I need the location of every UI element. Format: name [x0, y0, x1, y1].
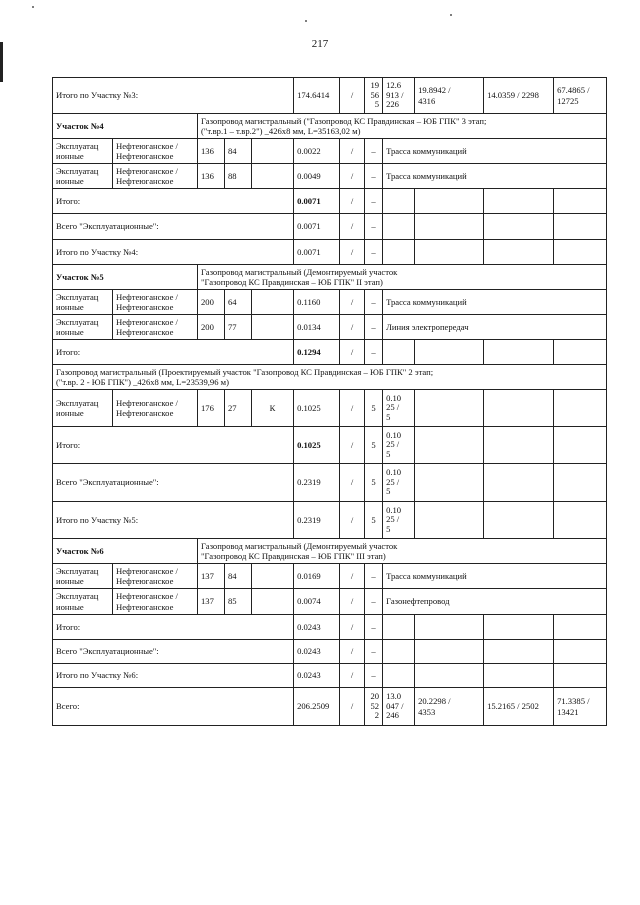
count-value: 5	[365, 390, 383, 427]
quarter-number: 200	[198, 315, 225, 340]
empty-cell	[415, 615, 484, 640]
row-label: Всего "Эксплуатационные":	[53, 640, 294, 664]
empty-cell	[554, 502, 607, 539]
count-value: 5	[365, 502, 383, 539]
empty-cell	[252, 315, 294, 340]
empty-cell	[554, 240, 607, 265]
section-description: Газопровод магистральный (Демонтируемый участок "Газопровод КС Правдинская – ЮБ ГПК" III этап)	[198, 539, 607, 564]
forest-plots-table	[52, 77, 607, 726]
slash-mark: /	[340, 240, 365, 265]
empty-cell	[554, 214, 607, 240]
table-row	[53, 290, 607, 315]
empty-cell	[484, 615, 554, 640]
slash-mark: /	[340, 502, 365, 539]
empty-cell	[252, 164, 294, 189]
table-row	[53, 315, 607, 340]
empty-cell	[554, 427, 607, 464]
section-description: Газопровод магистральный ("Газопровод КС Правдинская – ЮБ ГПК" 3 этап; ("т.вр.1 – т.вр.2") _426х8 мм, L=35163,02 м)	[198, 114, 607, 139]
row-label: Итого по Участку №5:	[53, 502, 294, 539]
allotment-number: 84	[225, 564, 252, 589]
empty-cell	[383, 664, 415, 688]
empty-cell	[415, 189, 484, 214]
empty-cell	[383, 189, 415, 214]
slash-mark: /	[340, 78, 365, 114]
dash-mark: –	[365, 164, 383, 189]
empty-cell	[554, 390, 607, 427]
land-category: Эксплуатац ионные	[53, 139, 113, 164]
land-category: Эксплуатац ионные	[53, 315, 113, 340]
empty-cell	[383, 615, 415, 640]
dash-mark: –	[365, 315, 383, 340]
slash-mark: /	[340, 315, 365, 340]
purpose-text: Трасса коммуникаций	[383, 564, 607, 589]
value-cell: 15.2165 / 2502	[484, 688, 554, 726]
table-row	[53, 664, 607, 688]
count-value: 19 56 5	[365, 78, 383, 114]
grand-total-row	[53, 688, 607, 726]
value-cell: 0.10 25 / 5	[383, 390, 415, 427]
table-row	[53, 78, 607, 114]
empty-cell	[252, 290, 294, 315]
category-code: К	[252, 390, 294, 427]
slash-mark: /	[340, 164, 365, 189]
count-value: 5	[365, 464, 383, 502]
section-header-row	[53, 114, 607, 139]
area-value: 206.2509	[294, 688, 340, 726]
area-value: 0.0134	[294, 315, 340, 340]
slash-mark: /	[340, 139, 365, 164]
empty-cell	[383, 240, 415, 265]
dash-mark: –	[365, 340, 383, 365]
empty-cell	[484, 502, 554, 539]
area-value: 0.0022	[294, 139, 340, 164]
dash-mark: –	[365, 214, 383, 240]
dash-mark: –	[365, 640, 383, 664]
section-label: Участок №5	[53, 265, 198, 290]
dash-mark: –	[365, 240, 383, 265]
table-row	[53, 589, 607, 615]
land-category: Эксплуатац ионные	[53, 564, 113, 589]
area-value: 174.6414	[294, 78, 340, 114]
empty-cell	[415, 390, 484, 427]
empty-cell	[383, 214, 415, 240]
empty-cell	[484, 189, 554, 214]
area-value: 0.2319	[294, 464, 340, 502]
dash-mark: –	[365, 564, 383, 589]
slash-mark: /	[340, 214, 365, 240]
quarter-number: 200	[198, 290, 225, 315]
row-label: Итого по Участку №4:	[53, 240, 294, 265]
table-row	[53, 427, 607, 464]
forestry-name: Нефтеюганское / Нефтеюганское	[113, 589, 198, 615]
page-number: 217	[311, 38, 329, 50]
dash-mark: –	[365, 290, 383, 315]
empty-cell	[484, 390, 554, 427]
row-label: Всего "Эксплуатационные":	[53, 214, 294, 240]
row-label: Итого:	[53, 615, 294, 640]
row-label: Итого:	[53, 427, 294, 464]
area-value: 0.0169	[294, 564, 340, 589]
empty-cell	[484, 214, 554, 240]
dash-mark: –	[365, 139, 383, 164]
quarter-number: 176	[198, 390, 225, 427]
forestry-name: Нефтеюганское / Нефтеюганское	[113, 315, 198, 340]
table-row	[53, 139, 607, 164]
table-row	[53, 615, 607, 640]
section-label: Участок №6	[53, 539, 198, 564]
scan-speck	[450, 14, 452, 16]
value-cell: 14.0359 / 2298	[484, 78, 554, 114]
row-label: Итого:	[53, 340, 294, 365]
quarter-number: 136	[198, 139, 225, 164]
table-row	[53, 240, 607, 265]
slash-mark: /	[340, 640, 365, 664]
empty-cell	[415, 427, 484, 464]
forestry-name: Нефтеюганское / Нефтеюганское	[113, 139, 198, 164]
dash-mark: –	[365, 189, 383, 214]
section-label: Участок №4	[53, 114, 198, 139]
empty-cell	[415, 214, 484, 240]
table-row	[53, 464, 607, 502]
land-category: Эксплуатац ионные	[53, 589, 113, 615]
purpose-text: Газонефтепровод	[383, 589, 607, 615]
area-value: 0.2319	[294, 502, 340, 539]
area-value: 0.0243	[294, 664, 340, 688]
section-header-row	[53, 365, 607, 390]
slash-mark: /	[340, 390, 365, 427]
row-label: Всего "Эксплуатационные":	[53, 464, 294, 502]
slash-mark: /	[340, 664, 365, 688]
slash-mark: /	[340, 290, 365, 315]
section-description: Газопровод магистральный (Демонтируемый участок "Газопровод КС Правдинская – ЮБ ГПК" II этап)	[198, 265, 607, 290]
value-cell: 13.0 047 / 246	[383, 688, 415, 726]
count-value: 20 52 2	[365, 688, 383, 726]
row-label: Всего:	[53, 688, 294, 726]
purpose-text: Трасса коммуникаций	[383, 164, 607, 189]
empty-cell	[484, 340, 554, 365]
slash-mark: /	[340, 189, 365, 214]
forestry-name: Нефтеюганское / Нефтеюганское	[113, 164, 198, 189]
dash-mark: –	[365, 664, 383, 688]
land-category: Эксплуатац ионные	[53, 390, 113, 427]
empty-cell	[554, 615, 607, 640]
area-value: 0.1160	[294, 290, 340, 315]
allotment-number: 64	[225, 290, 252, 315]
allotment-number: 85	[225, 589, 252, 615]
area-value: 0.0074	[294, 589, 340, 615]
allotment-number: 77	[225, 315, 252, 340]
table-row	[53, 640, 607, 664]
slash-mark: /	[340, 464, 365, 502]
table-row	[53, 502, 607, 539]
table-row	[53, 189, 607, 214]
quarter-number: 136	[198, 164, 225, 189]
allotment-number: 84	[225, 139, 252, 164]
value-cell: 0.10 25 / 5	[383, 502, 415, 539]
section-header-row	[53, 265, 607, 290]
empty-cell	[415, 240, 484, 265]
area-value: 0.0243	[294, 640, 340, 664]
purpose-text: Трасса коммуникаций	[383, 290, 607, 315]
value-cell: 12.6 913 / 226	[383, 78, 415, 114]
area-value: 0.0071	[294, 240, 340, 265]
quarter-number: 137	[198, 589, 225, 615]
empty-cell	[383, 640, 415, 664]
area-value: 0.0049	[294, 164, 340, 189]
empty-cell	[415, 502, 484, 539]
slash-mark: /	[340, 564, 365, 589]
table-row	[53, 340, 607, 365]
empty-cell	[484, 640, 554, 664]
empty-cell	[484, 664, 554, 688]
empty-cell	[484, 464, 554, 502]
empty-cell	[252, 564, 294, 589]
row-label: Итого по Участку №6:	[53, 664, 294, 688]
scan-speck	[305, 20, 307, 22]
table-row	[53, 564, 607, 589]
allotment-number: 27	[225, 390, 252, 427]
forestry-name: Нефтеюганское / Нефтеюганское	[113, 290, 198, 315]
empty-cell	[554, 664, 607, 688]
table-row	[53, 390, 607, 427]
value-cell: 71.3385 / 13421	[554, 688, 607, 726]
empty-cell	[252, 139, 294, 164]
slash-mark: /	[340, 688, 365, 726]
value-cell: 67.4865 / 12725	[554, 78, 607, 114]
area-value: 0.0071	[294, 214, 340, 240]
empty-cell	[415, 464, 484, 502]
row-label: Итого по Участку №3:	[53, 78, 294, 114]
empty-cell	[554, 189, 607, 214]
area-value: 0.1025	[294, 427, 340, 464]
empty-cell	[554, 464, 607, 502]
purpose-text: Линия электропередач	[383, 315, 607, 340]
empty-cell	[383, 340, 415, 365]
land-category: Эксплуатац ионные	[53, 290, 113, 315]
row-label: Итого:	[53, 189, 294, 214]
empty-cell	[252, 589, 294, 615]
purpose-text: Трасса коммуникаций	[383, 139, 607, 164]
allotment-number: 88	[225, 164, 252, 189]
table-row	[53, 214, 607, 240]
empty-cell	[415, 640, 484, 664]
scan-speck	[32, 6, 34, 8]
slash-mark: /	[340, 615, 365, 640]
value-cell: 0.10 25 / 5	[383, 464, 415, 502]
area-value: 0.0243	[294, 615, 340, 640]
land-category: Эксплуатац ионные	[53, 164, 113, 189]
empty-cell	[415, 664, 484, 688]
value-cell: 0.10 25 / 5	[383, 427, 415, 464]
slash-mark: /	[340, 427, 365, 464]
area-value: 0.1294	[294, 340, 340, 365]
section-header-row	[53, 539, 607, 564]
empty-cell	[554, 640, 607, 664]
quarter-number: 137	[198, 564, 225, 589]
dash-mark: –	[365, 615, 383, 640]
area-value: 0.1025	[294, 390, 340, 427]
empty-cell	[484, 427, 554, 464]
slash-mark: /	[340, 589, 365, 615]
value-cell: 19.8942 / 4316	[415, 78, 484, 114]
dash-mark: –	[365, 589, 383, 615]
table-row	[53, 164, 607, 189]
section-description: Газопровод магистральный (Проектируемый участок "Газопровод КС Правдинская – ЮБ ГПК" 2 этап; ("т.вр. 2 - ЮБ ГПК") _426х8 мм, L=23539,96 м)	[53, 365, 607, 390]
empty-cell	[484, 240, 554, 265]
empty-cell	[554, 340, 607, 365]
empty-cell	[415, 340, 484, 365]
forestry-name: Нефтеюганское / Нефтеюганское	[113, 564, 198, 589]
area-value: 0.0071	[294, 189, 340, 214]
value-cell: 20.2298 / 4353	[415, 688, 484, 726]
forestry-name: Нефтеюганское / Нефтеюганское	[113, 390, 198, 427]
count-value: 5	[365, 427, 383, 464]
slash-mark: /	[340, 340, 365, 365]
